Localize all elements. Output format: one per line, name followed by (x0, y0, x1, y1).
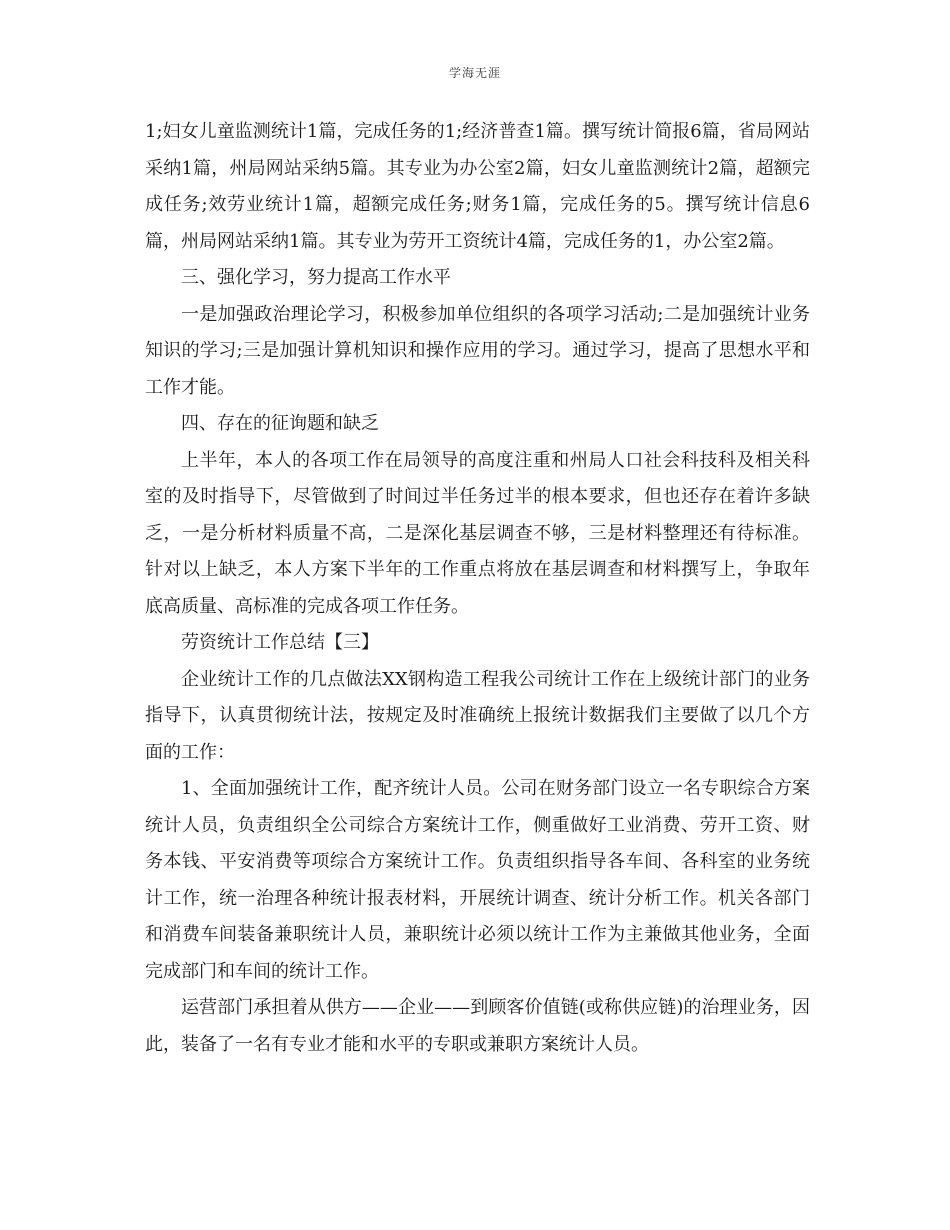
paragraph: 上半年，本人的各项工作在局领导的高度注重和州局人口社会科技科及相关科室的及时指导下，尽管做到了时间过半任务过半的根本要求，但也还存在着许多缺乏，一是分析材料质量不高，二是深化基层调查不够，三是材料整理还有待标准。针对以上缺乏，本人方案下半年的工作重点将放在基层调查和材料撰写上，争取年底高质量、高标准的完成各项工作任务。 (145, 449, 810, 617)
section-heading: 劳资统计工作总结【三】 (181, 632, 379, 653)
paragraph: 企业统计工作的几点做法XX钢构造工程我公司统计工作在上级统计部门的业务指导下，认真贯彻统计法，按规定及时准确统上报统计数据我们主要做了以几个方面的工作： (145, 668, 810, 763)
section-heading: 三、强化学习，努力提高工作水平 (181, 267, 451, 288)
page-header: 学海无涯 (448, 66, 501, 80)
paragraph: 一是加强政治理论学习，积极参加单位组织的各项学习活动;二是加强统计业务知识的学习;三是加强计算机知识和操作应用的学习。通过学习，提高了思想水平和工作才能。 (145, 303, 810, 398)
paragraph: 1、全面加强统计工作，配齐统计人员。公司在财务部门设立一名专职综合方案统计人员，负责组织全公司综合方案统计工作，侧重做好工业消费、劳开工资、财务本钱、平安消费等项综合方案统计工作。负责组织指导各车间、各科室的业务统计工作，统一治理各种统计报表材料，开展统计调查、统计分析工作。机关各部门和消费车间装备兼职统计人员，兼职统计必须以统计工作为主兼做其他业务，全面完成部门和车间的统计工作。 (145, 778, 810, 982)
paragraph: 运营部门承担着从供方——企业——到顾客价值链(或称供应链)的治理业务，因此，装备了一名有专业才能和水平的专职或兼职方案统计人员。 (145, 997, 810, 1055)
paragraph: 1;妇女儿童监测统计1篇，完成任务的1;经济普查1篇。撰写统计简报6篇，省局网站采纳1篇，州局网站采纳5篇。其专业为办公室2篇，妇女儿童监测统计2篇，超额完成任务;效劳业统计1篇，超额完成任务;财务1篇，完成任务的5。撰写统计信息6篇，州局网站采纳1篇。其专业为劳开工资统计4篇，完成任务的1，办公室2篇。 (145, 121, 810, 252)
document-body (145, 114, 810, 1063)
section-heading: 四、存在的征询题和缺乏 (181, 413, 379, 434)
